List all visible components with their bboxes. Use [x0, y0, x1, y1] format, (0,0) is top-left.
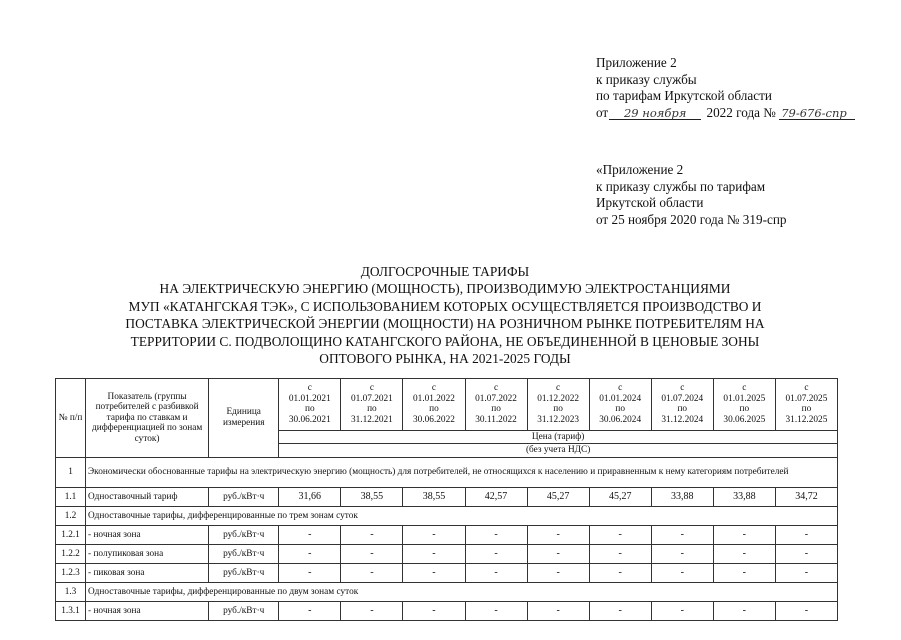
- header-period: [713, 379, 775, 431]
- section-row: [56, 458, 838, 488]
- title-line: ПОСТАВКА ЭЛЕКТРИЧЕСКОЙ ЭНЕРГИИ (МОЩНОСТИ) НА РОЗНИЧНОМ РЫНКЕ ПОТРЕБИТЕЛЯМ НА: [125, 316, 765, 332]
- section-row: [56, 583, 838, 602]
- tariff-value: -: [279, 564, 341, 583]
- period-from: с: [618, 383, 623, 394]
- period-to: по: [429, 404, 439, 415]
- tariff-value: -: [341, 564, 403, 583]
- tariff-value: -: [775, 564, 837, 583]
- tariff-value: 34,72: [775, 488, 837, 507]
- section-title: Одноставочные тарифы, дифференцированные по трем зонам суток: [86, 507, 838, 526]
- period-to: по: [739, 404, 750, 415]
- tariff-value: -: [713, 602, 775, 621]
- tariff-value: -: [651, 526, 713, 545]
- title-line: НА ЭЛЕКТРИЧЕСКУЮ ЭНЕРГИЮ (МОЩНОСТЬ), ПРОИЗВОДИМУЮ ЭЛЕКТРОСТАНЦИЯМИ: [159, 281, 731, 297]
- title-line: ТЕРРИТОРИИ С. ПОДВОЛОЩИНО КАТАНГСКОГО РАЙОНА, НЕ ОБЪЕДИНЕННОЙ В ЦЕНОВЫЕ ЗОНЫ: [130, 333, 760, 349]
- tariff-value: -: [589, 526, 651, 545]
- header-price-note: (без учета НДС): [279, 444, 838, 458]
- period-from: с: [804, 383, 809, 394]
- row-name: - ночная зона: [86, 602, 209, 621]
- period-from: с: [556, 383, 561, 394]
- period-d1: 01.01.2025: [723, 393, 766, 404]
- tariff-value: -: [403, 564, 465, 583]
- period-from: с: [369, 383, 374, 394]
- table-row: [56, 564, 838, 583]
- section-title: Экономически обоснованные тарифы на электрическую энергию (мощность) для потребителей, не относящихся к населению и приравненным к нему категориям потребителей: [86, 458, 838, 488]
- appendix-line: Приложение 2: [596, 55, 677, 70]
- appendix-line: к приказу службы: [596, 71, 697, 87]
- tariff-value: -: [713, 545, 775, 564]
- tariff-value: -: [527, 564, 589, 583]
- header-period: [589, 379, 651, 431]
- row-number: 1.3.1: [56, 602, 86, 621]
- tariff-value: -: [713, 526, 775, 545]
- tariff-value: -: [341, 545, 403, 564]
- title-line: ДОЛГОСРОЧНЫЕ ТАРИФЫ: [360, 264, 530, 279]
- row-number: 1: [56, 458, 86, 488]
- row-unit: руб./кВт·ч: [209, 545, 279, 564]
- tariff-value: -: [403, 602, 465, 621]
- tariff-value: -: [775, 526, 837, 545]
- period-from: с: [493, 383, 499, 394]
- period-d1: 01.12.2022: [537, 393, 580, 404]
- tariff-value: -: [589, 564, 651, 583]
- period-d2: 30.06.2021: [288, 415, 331, 425]
- tariff-value: 38,55: [403, 488, 465, 507]
- tariff-value: -: [589, 602, 651, 621]
- period-to: по: [677, 404, 688, 415]
- appendix-line: от 25 ноября 2020 года № 319-спр: [596, 211, 787, 227]
- period-d1: 01.07.2025: [785, 393, 828, 404]
- tariff-value: 33,88: [713, 488, 775, 507]
- appendix-reference: [596, 162, 786, 228]
- row-name: - полупиковая зона: [86, 545, 209, 564]
- header-period: [403, 379, 465, 431]
- tariff-value: 45,27: [589, 488, 651, 507]
- tariff-value: -: [527, 526, 589, 545]
- row-name: - пиковая зона: [86, 564, 209, 583]
- tariff-value: 31,66: [279, 488, 341, 507]
- tariff-value: -: [341, 602, 403, 621]
- tariff-value: -: [775, 545, 837, 564]
- tariff-table: [55, 378, 838, 621]
- period-d2: 30.11.2022: [475, 415, 517, 425]
- table-row: [56, 488, 838, 507]
- tariff-value: 45,27: [527, 488, 589, 507]
- tariff-value: 42,57: [465, 488, 527, 507]
- row-number: 1.3: [56, 583, 86, 602]
- header-row: [56, 379, 838, 431]
- tariff-value: -: [465, 526, 527, 545]
- tariff-value: -: [713, 564, 775, 583]
- tariff-value: -: [527, 602, 589, 621]
- handwritten-date: 29 ноября: [609, 107, 701, 120]
- header-period: [465, 379, 527, 431]
- tariff-value: -: [465, 602, 527, 621]
- period-to: по: [615, 404, 625, 415]
- tariff-value: -: [403, 545, 465, 564]
- row-number: 1.2.1: [56, 526, 86, 545]
- period-d2: 31.12.2025: [785, 415, 828, 425]
- tariff-value: -: [589, 545, 651, 564]
- period-d1: 01.07.2021: [350, 393, 393, 404]
- date-year: 2022 года №: [706, 104, 776, 120]
- appendix-line: «Приложение 2: [596, 162, 684, 177]
- row-number: 1.2.2: [56, 545, 86, 564]
- tariff-value: -: [341, 526, 403, 545]
- title-line: ОПТОВОГО РЫНКА, НА 2021-2025 ГОДЫ: [319, 351, 571, 367]
- table-row: [56, 545, 838, 564]
- period-d2: 30.06.2022: [413, 415, 455, 425]
- row-unit: руб./кВт·ч: [209, 602, 279, 621]
- title-line: МУП «КАТАНГСКАЯ ТЭК», С ИСПОЛЬЗОВАНИЕМ КОТОРЫХ ОСУЩЕСТВЛЯЕТСЯ ПРОИЗВОДСТВО И: [128, 298, 762, 314]
- date-prefix: от: [596, 104, 609, 120]
- appendix-line: к приказу службы по тарифам: [596, 178, 766, 194]
- header-unit: Единица измерения: [209, 379, 279, 458]
- table-row: [56, 602, 838, 621]
- row-number: 1.2.3: [56, 564, 86, 583]
- table-row: [56, 526, 838, 545]
- period-d1: 01.01.2022: [413, 393, 455, 404]
- period-d1: 01.01.2024: [599, 393, 642, 404]
- header-indicator: Показатель (группы потребителей с разбивкой тарифа по ставкам и дифференциацией по зонам суток): [86, 379, 209, 458]
- period-from: с: [307, 383, 312, 394]
- appendix-header: [596, 55, 855, 121]
- row-unit: руб./кВт·ч: [209, 526, 279, 545]
- row-unit: руб./кВт·ч: [209, 564, 279, 583]
- tariff-value: -: [465, 545, 527, 564]
- document-title: [60, 263, 830, 367]
- tariff-value: -: [465, 564, 527, 583]
- tariff-value: -: [279, 526, 341, 545]
- period-from: с: [742, 383, 747, 394]
- period-d2: 31.12.2021: [350, 415, 393, 425]
- appendix-line: Иркутской области: [596, 195, 704, 211]
- tariff-value: 33,88: [651, 488, 713, 507]
- appendix-date-line: [596, 105, 855, 122]
- period-to: по: [801, 404, 812, 415]
- header-period: [775, 379, 837, 431]
- section-title: Одноставочные тарифы, дифференцированные по двум зонам суток: [86, 583, 838, 602]
- tariff-value: -: [527, 545, 589, 564]
- section-row: [56, 507, 838, 526]
- period-to: по: [491, 404, 501, 415]
- period-d2: 31.12.2024: [661, 415, 704, 425]
- period-to: по: [304, 404, 315, 415]
- period-d2: 30.06.2024: [599, 415, 642, 425]
- period-d1: 01.07.2022: [475, 393, 517, 404]
- row-number: 1.2: [56, 507, 86, 526]
- header-period: [279, 379, 341, 431]
- row-name: - ночная зона: [86, 526, 209, 545]
- period-d2: 30.06.2025: [723, 415, 766, 425]
- period-d2: 31.12.2023: [537, 415, 580, 425]
- period-to: по: [553, 404, 563, 415]
- period-from: с: [680, 383, 685, 394]
- tariff-value: -: [651, 602, 713, 621]
- appendix-line: по тарифам Иркутской области: [596, 88, 772, 104]
- row-unit: руб./кВт·ч: [209, 488, 279, 507]
- handwritten-order-number: 79-676-спр: [779, 107, 855, 120]
- tariff-value: 38,55: [341, 488, 403, 507]
- period-to: по: [367, 404, 377, 415]
- header-price-label: Цена (тариф): [279, 430, 838, 444]
- tariff-value: -: [651, 545, 713, 564]
- period-d1: 01.07.2024: [661, 393, 704, 404]
- tariff-value: -: [775, 602, 837, 621]
- header-period: [527, 379, 589, 431]
- period-d1: 01.01.2021: [288, 393, 331, 404]
- period-from: с: [431, 383, 437, 394]
- header-period: [341, 379, 403, 431]
- tariff-value: -: [651, 564, 713, 583]
- header-period: [651, 379, 713, 431]
- tariff-value: -: [403, 526, 465, 545]
- row-number: 1.1: [56, 488, 86, 507]
- tariff-value: -: [279, 602, 341, 621]
- header-num: № п/п: [56, 379, 86, 458]
- tariff-value: -: [279, 545, 341, 564]
- row-name: Одноставочный тариф: [86, 488, 209, 507]
